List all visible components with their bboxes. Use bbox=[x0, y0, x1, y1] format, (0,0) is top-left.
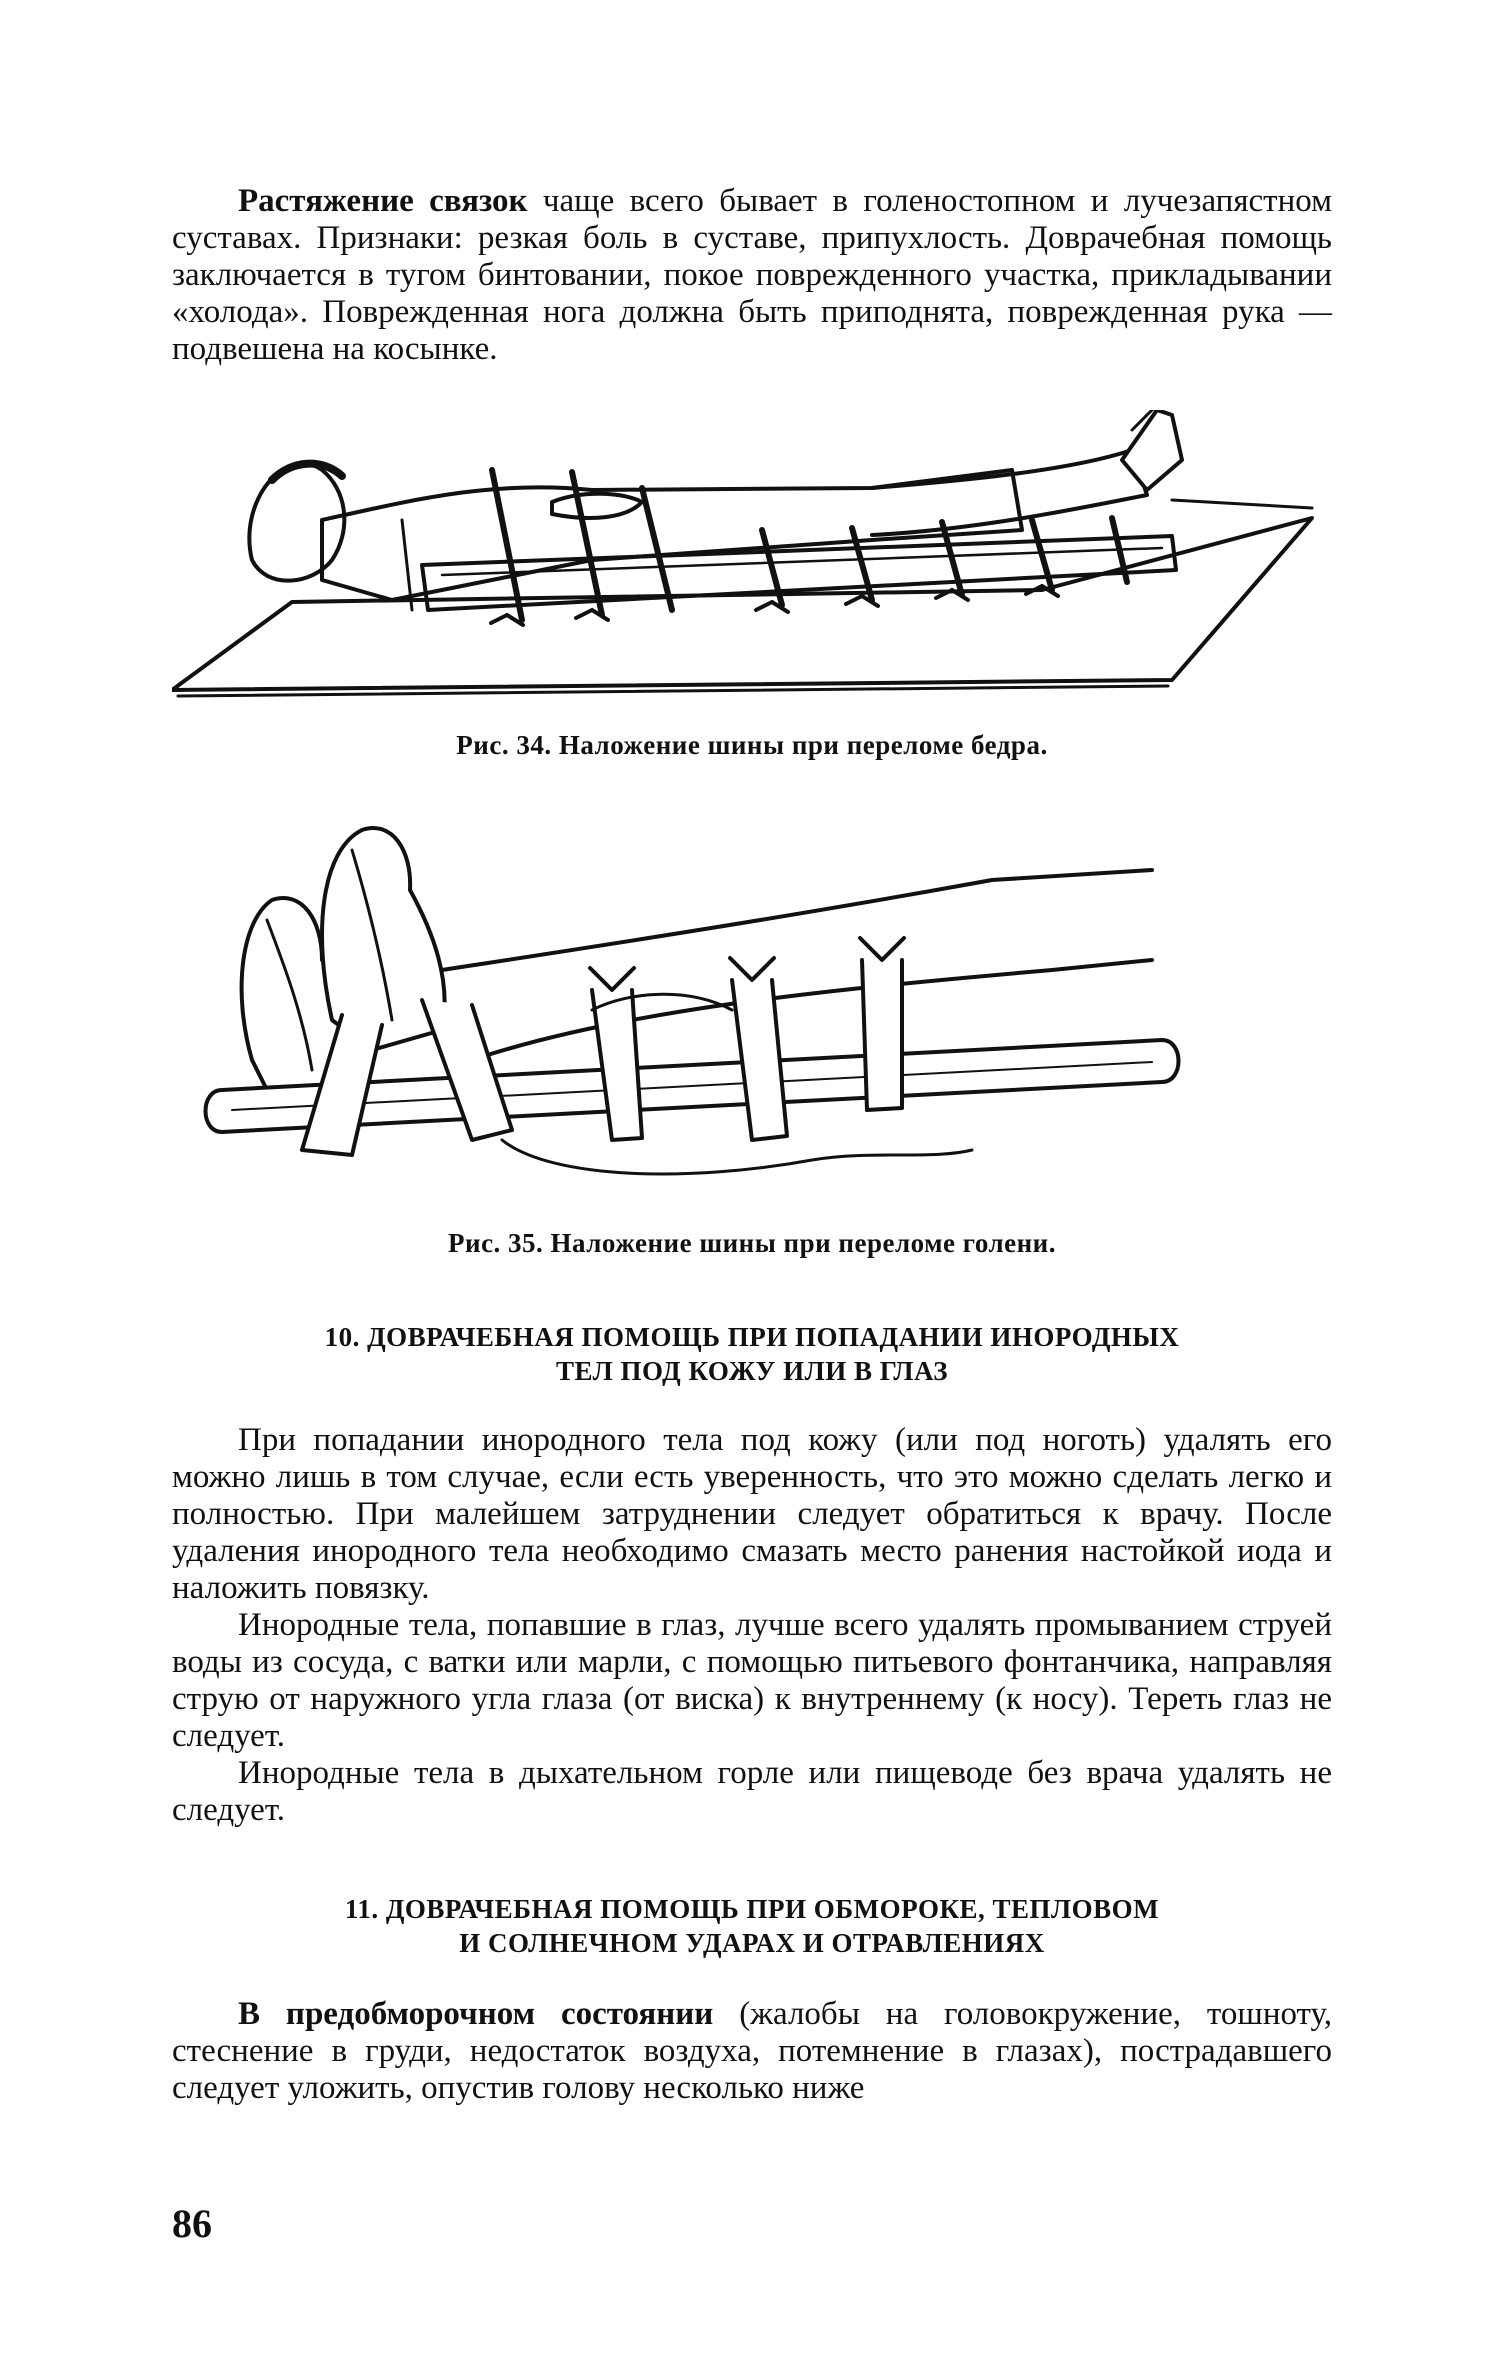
section-11-lead: В предобморочном состоянии bbox=[238, 1996, 714, 2032]
section-10-title-line2: ТЕЛ ПОД КОЖУ ИЛИ В ГЛАЗ bbox=[555, 1356, 949, 1386]
hip-splint-drawing bbox=[172, 410, 1332, 710]
figure-34-caption: Рис. 34. Наложение шины при переломе бедра. bbox=[456, 730, 1048, 760]
section-10-paragraph-2: Инородные тела, попавшие в глаз, лучше всего удалять промыванием струей воды из сосуда, с ватки или марли, с помощью питьевого фонтанчика, направляя струю от наружного угла глаза (от виска) к внутреннему (к носу). Тереть глаз не следует. bbox=[172, 1607, 1332, 1754]
intro-paragraph bbox=[172, 183, 1332, 368]
intro-text: чаще всего бывает в голеностопном и лучезапястном суставах. Признаки: резкая боль в суставе, припухлость. Доврачебная помощь заключается в тугом бинтовании, покое поврежденного участка, прикладывании «холода». Поврежденная нога должна быть приподнята, поврежденная рука — подвешена на косынке. bbox=[172, 183, 1332, 367]
intro-lead: Растяжение связок bbox=[238, 183, 528, 219]
section-10-body bbox=[172, 1422, 1332, 1829]
section-10-heading bbox=[172, 1320, 1332, 1388]
section-11-heading bbox=[172, 1892, 1332, 1960]
page-number: 86 bbox=[172, 2201, 212, 2246]
section-10-paragraph-3: Инородные тела в дыхательном горле или пищеводе без врача удалять не следует. bbox=[172, 1755, 1332, 1828]
section-10-title-line1: 10. ДОВРАЧЕБНАЯ ПОМОЩЬ ПРИ ПОПАДАНИИ ИНОРОДНЫХ bbox=[324, 1322, 1180, 1352]
shin-splint-drawing bbox=[172, 810, 1332, 1190]
section-11-title-line2: И СОЛНЕЧНОМ УДАРАХ И ОТРАВЛЕНИЯХ bbox=[459, 1928, 1045, 1958]
figure-34-illustration bbox=[172, 410, 1332, 710]
section-11-text: (жалобы на головокружение, тошноту, стеснение в груди, недостаток воздуха, потемнение в глазах), пострадавшего следует уложить, опустив голову несколько ниже bbox=[172, 1996, 1332, 2106]
figure-35-caption: Рис. 35. Наложение шины при переломе голени. bbox=[448, 1228, 1056, 1258]
section-11-body bbox=[172, 1996, 1332, 2107]
section-10-paragraph-1: При попадании инородного тела под кожу (или под ноготь) удалять его можно лишь в том случае, если есть уверенность, что это можно сделать легко и полностью. При малейшем затруднении следует обратиться к врачу. После удаления инородного тела необходимо смазать место ранения настойкой иода и наложить повязку. bbox=[172, 1422, 1332, 1606]
section-11-title-line1: 11. ДОВРАЧЕБНАЯ ПОМОЩЬ ПРИ ОБМОРОКЕ, ТЕПЛОВОМ bbox=[344, 1894, 1160, 1924]
figure-35-illustration bbox=[172, 810, 1332, 1190]
